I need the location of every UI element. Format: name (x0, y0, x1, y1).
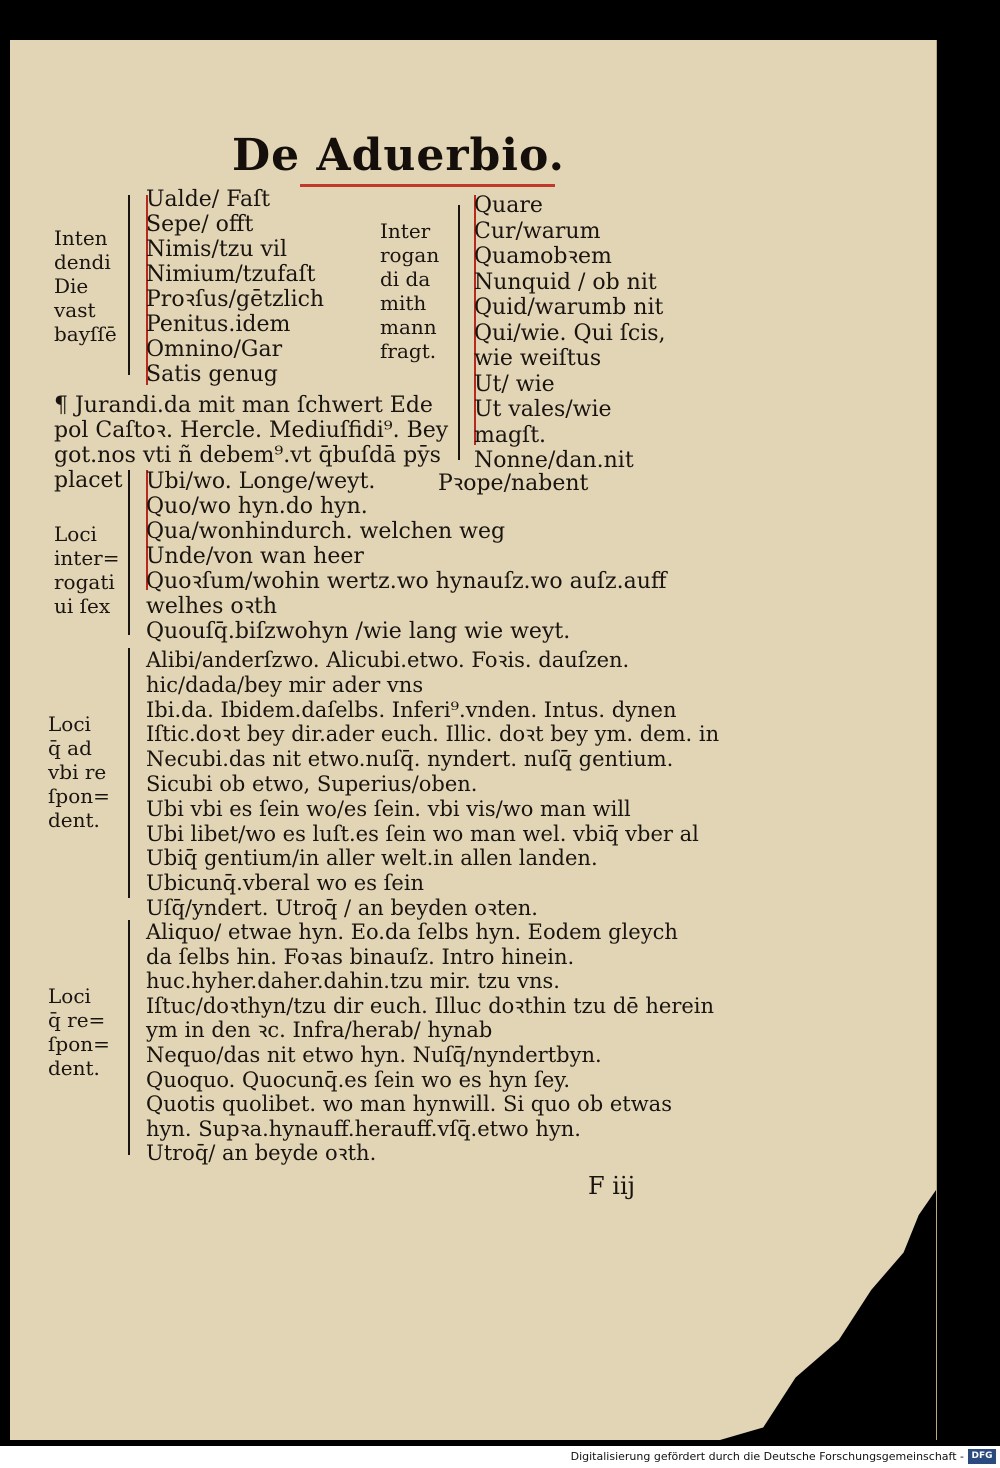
list-item: hyn. Supꝛa.hynauff.herauff.vſq̄.etwo hyn. (146, 1116, 581, 1141)
brace-block2 (128, 470, 130, 635)
list-item: Ubiq̄ gentium/in aller welt.in allen landen. (146, 846, 598, 871)
sidelabel-interrogandi: Inter rogan di da mith mann fragt. (380, 219, 440, 363)
brace-block4 (128, 920, 130, 1155)
list-item: Quare (474, 193, 543, 218)
brace-block3 (128, 648, 130, 898)
list-item: Ualde/ Faſt (146, 187, 271, 212)
list-item: Omnino/Gar (146, 337, 283, 362)
signature-mark: F iij (588, 1172, 636, 1200)
list-item: Quamobꝛem (474, 244, 612, 269)
list-item: ym in den ꝛc. Infra/herab/ hynab (146, 1018, 493, 1043)
list-item: Quoquo. Quocunq̄.es ſein wo es hyn ſey. (146, 1067, 570, 1092)
list-item: Satis genug (146, 362, 278, 387)
list-item: Alibi/anderſzwo. Alicubi.etwo. Foꝛis. dauſzen. (146, 648, 630, 672)
sidelabel-loci-ad-ubi: Loci q̄ ad vbi re ſpon= dent. (48, 712, 110, 832)
list-item: Nonne/dan.nit (474, 448, 634, 473)
list-item: Ubi libet/wo es luſt.es ſein wo man wel. vbiq̄ vber al (146, 821, 699, 846)
brace-interrogandi (458, 205, 460, 460)
page-title: De Aduerbio. (232, 130, 565, 181)
list-item: Ubicunq̄.vberal wo es ſein (146, 871, 425, 896)
footer-credit: Digitalisierung gefördert durch die Deutsche Forschungsgemeinschaft - (570, 1450, 964, 1463)
list-item: Quid/warumb nit (474, 295, 664, 320)
list-item: Uſq̄/yndert. Utroq̄ / an beyden oꝛten. (146, 896, 538, 920)
dfg-logo: DFG (968, 1449, 996, 1464)
sidelabel-loci-respondent: Loci q̄ re= ſpon= dent. (48, 984, 110, 1080)
list-item: welhes oꝛth (146, 594, 278, 619)
jurandi-line: got.nos vti ñ debem⁹.vt q̄buſdā pȳs (54, 443, 441, 468)
list-item: Iſtic.doꝛt bey dir.ader euch. Illic. doꝛt bey ym. dem. in (146, 722, 720, 747)
list-item: da ſelbs hin. Foꝛas binauſz. Intro hinein. (146, 944, 575, 969)
list-item: Proꝛſus/gētzlich (146, 287, 325, 312)
list-item: Iſtuc/doꝛthyn/tzu dir euch. Illuc doꝛthin tzu dē herein (146, 993, 715, 1018)
list-item: Qui/wie. Qui ſcis, (474, 320, 666, 346)
list-item: Sepe/ offt (146, 212, 254, 237)
list-item: Quotis quolibet. wo man hynwill. Si quo ob etwas (146, 1092, 672, 1117)
list-item: Ut/ wie (474, 371, 555, 397)
list-item: Ut vales/wie (474, 397, 612, 422)
title-underline (300, 184, 555, 187)
list-item: Nunquid / ob nit (474, 269, 657, 295)
list-item: Ubi/wo. Longe/weyt. (146, 469, 376, 494)
list-item: huc.hyher.daher.dahin.tzu mir. tzu vns. (146, 969, 560, 994)
jurandi-line: ¶ Jurandi.da mit man ſchwert Ede (54, 393, 433, 418)
jurandi-line: placet (54, 468, 123, 493)
brace-intendendi (128, 195, 130, 375)
list-item: magſt. (474, 422, 547, 448)
list-item: hic/dada/bey mir ader vns (146, 672, 424, 697)
list-item: Quoꝛſum/wohin wertz.wo hynauſz.wo auſz.auff (146, 569, 667, 594)
list-item: Nequo/das nit etwo hyn. Nuſq̄/nyndertbyn. (146, 1043, 602, 1067)
sidelabel-intendendi: Inten dendi Die vast bayſſē (54, 226, 117, 346)
list-item: Qua/wonhindurch. welchen weg (146, 519, 506, 544)
list-item: Nimium/tzufaſt (146, 262, 316, 287)
list-item: Quo/wo hyn.do hyn. (146, 494, 368, 519)
list-item: Nimis/tzu vil (146, 237, 287, 262)
list-item: Sicubi ob etwo, Superius/oben. (146, 772, 478, 796)
prope-entry: Pꝛope/nabent (438, 471, 589, 496)
list-item: wie weiſtus (474, 346, 602, 371)
list-item: Unde/von wan heer (146, 544, 364, 569)
list-item: Cur/warum (474, 218, 601, 244)
list-item: Penitus.idem (146, 312, 291, 337)
footer-bar (0, 1446, 1000, 1468)
list-item: Ibi.da. Ibidem.daſelbs. Inferi⁹.vnden. Intus. dynen (146, 697, 677, 722)
jurandi-line: pol Caſtoꝛ. Hercle. Mediuſfidi⁹. Bey (54, 418, 449, 443)
list-item: Aliquo/ etwae hyn. Eo.da ſelbs hyn. Eodem gleych (146, 920, 678, 944)
sidelabel-loci-interrogativi: Loci inter= rogati ui ſex (54, 522, 120, 618)
list-item: Quouſq̄.biſzwohyn /wie lang wie weyt. (146, 619, 571, 644)
list-item: Ubi vbi es ſein wo/es ſein. vbi vis/wo man will (146, 796, 631, 821)
list-item: Utroq̄/ an beyde oꝛth. (146, 1141, 377, 1166)
list-item: Necubi.das nit etwo.nuſq̄. nyndert. nuſq̄ gentium. (146, 747, 674, 772)
